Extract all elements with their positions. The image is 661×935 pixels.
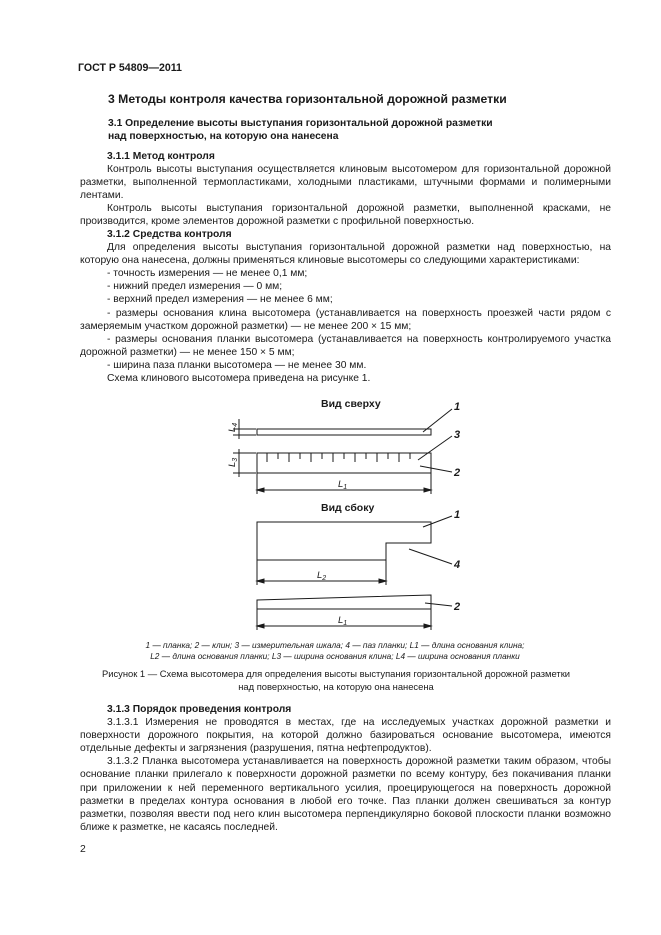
section-3-1-3 [80,703,611,834]
page-number: 2 [80,844,86,855]
figure-wedge-gauge [225,396,475,634]
dim-l1b-label: $L_1$ [338,615,348,627]
heading-3-1-2: 3.1.2 Средства контроля [107,229,232,240]
callout-2-side: 2 [454,601,461,613]
section-title: 3 Методы контроля качества горизонтальной дорожной разметки [108,92,507,106]
side-view-label: Вид сбоку [321,502,375,514]
callout-leader-4 [409,549,452,564]
dim-l3-label: $L_3$ [227,457,239,467]
figure-legend-line2: L2 — длина основания планки; L3 — ширина основания клина; L4 — ширина основания планки [150,651,520,661]
subsection-3-1-title [108,117,578,143]
side-view-wedge [257,595,431,609]
callout-1-side: 1 [454,509,461,521]
top-view-label: Вид сверху [321,398,381,410]
document-code: ГОСТ Р 54809—2011 [78,62,182,74]
callout-leader-2-top [420,466,452,472]
section-3-1-2 [80,228,611,385]
dim-l1-label: $L_1$ [338,479,348,491]
callout-3: 3 [454,429,461,441]
list-item: - ширина паза планки высотомера — не менее 30 мм. [107,359,367,371]
figure-legend [110,640,560,662]
figure-caption-line1: Рисунок 1 — Схема высотомера для определения высоты выступания горизонтальной дорожной разметки [101,668,571,679]
paragraph-3-1-1-b: Контроль высоты выступания горизонтальной дорожной разметки, выполненной красками, не производится, кроме элементов дорожной разметки с профильной поверхностью. [80,203,611,228]
figure-legend-line1: 1 — планка; 2 — клин; 3 — измерительная шкала; 4 — паз планки; L1 — длина основания клина; [145,640,525,650]
list-item: - размеры основания планки высотомера (устанавливается на поверхность контролируемого участка дорожной разметки) — не менее 150 × 5 мм; [80,333,611,358]
callout-leader-2-side [425,603,452,606]
figure-caption [88,668,584,693]
subsection-3-1-title-line2: над поверхностью, на которую она нанесена [108,131,339,143]
dim-l2-label: $L_2$ [317,570,327,582]
top-view-plank [257,429,431,435]
side-view-plank [257,522,431,560]
list-item: - точность измерения — не менее 0,1 мм; [107,268,308,280]
callout-2-top: 2 [454,467,461,479]
subsection-3-1-title-line1: 3.1 Определение высоты выступания горизонтальной дорожной разметки [108,118,493,129]
list-item: - верхний предел измерения — не менее 6 мм; [107,294,333,306]
figure-caption-line2: над поверхностью, на которую она нанесена [238,680,434,692]
heading-3-1-3: 3.1.3 Порядок проведения контроля [107,704,292,715]
callout-leader-1-top [423,409,452,432]
callout-4: 4 [454,559,461,571]
list-item: - размеры основания клина высотомера (устанавливается на поверхность проезжей части рядом с замеряемым участком дорожной разметки) — не менее 200 × 15 мм; [80,307,611,332]
paragraph-3-1-3-1: 3.1.3.1 Измерения не проводятся в местах, где на исследуемых участках дорожной разметки и поверхности дорожного покрытия, на которой должно базироваться основание высотомера, имеются отдельные дефекты и загрязнения (разрушения, пятна нефтепродуктов). [80,717,611,755]
measuring-scale [267,453,410,462]
schema-reference: Схема клинового высотомера приведена на рисунке 1. [107,373,371,385]
paragraph-3-1-1-a: Контроль высоты выступания осуществляется клиновым высотомером для горизонтальной дорожной разметки, выполненной термопластиками, холодными пластиками, штучными формами и полимерными лентами. [80,164,611,202]
callout-1-top: 1 [454,401,461,413]
section-3-1-1 [80,150,611,229]
dim-l4-label: $L_4$ [227,422,239,432]
heading-3-1-1: 3.1.1 Метод контроля [107,151,215,162]
paragraph-3-1-3-2: 3.1.3.2 Планка высотомера устанавливается на поверхность дорожной разметки таким образом, чтобы основание планки прилегало к поверхности дорожной разметки по всему контуру, без покачивания планки при приложении к ней переменного вертикального усилия, проецирующегося на поверхность дорожной разметки в пределах контура основания в любой его точке. Паз планки должен свешиваться за контур разметки, позволяя ввести под него клин высотомера перпендикулярно боковой плоскости планки возможно ближе к разметке, не касаясь последней. [80,756,611,833]
list-item: - нижний предел измерения — 0 мм; [107,281,283,293]
callout-leader-3 [418,436,452,460]
paragraph-3-1-2-intro: Для определения высоты выступания горизонтальной дорожной разметки над поверхностью, на которую она нанесена, должны применяться клиновые высотомеры со следующими характеристиками: [80,242,611,267]
